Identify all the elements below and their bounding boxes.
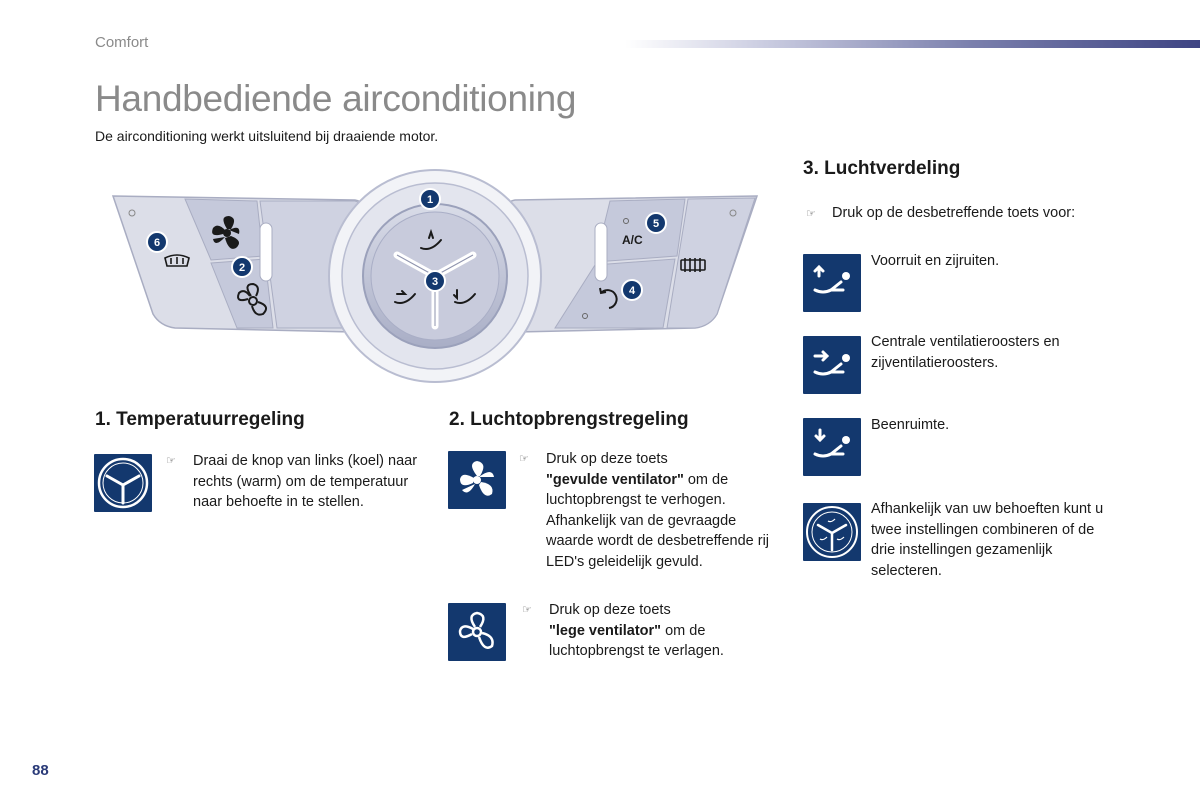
control-panel-illustration	[105, 168, 765, 386]
bullet-marker: ☞	[522, 604, 532, 616]
callout-2	[232, 257, 252, 277]
page-number: 88	[32, 762, 49, 779]
section3-item2-text: Centrale ventilatieroosters en zijventilatieroosters.	[871, 334, 1060, 371]
section2-item2-text: Druk op deze toets "lege ventilator" om de luchtopbrengst te verlagen.	[549, 602, 724, 659]
distribution-dial-icon	[803, 503, 861, 561]
svg-text:3: 3	[431, 276, 439, 288]
face-vent-icon	[803, 336, 861, 394]
fan-empty-icon	[448, 603, 506, 661]
fan-full-icon	[448, 451, 506, 509]
foot-vent-icon	[803, 418, 861, 476]
intro-text: De airconditioning werkt uitsluitend bij draaiende motor.	[95, 128, 439, 144]
section3-item1-text: Voorruit en zijruiten.	[871, 253, 1000, 269]
section1-heading: 1. Temperatuurregeling	[95, 409, 305, 430]
temperature-knob-icon	[94, 454, 152, 512]
callout-4	[622, 280, 642, 300]
callout-5	[646, 213, 666, 233]
section-label: Comfort	[95, 34, 149, 51]
header-bar	[625, 40, 1200, 48]
section3-intro: Druk op de desbetreffende toets voor:	[832, 205, 1076, 221]
svg-text:2: 2	[238, 262, 246, 274]
windscreen-vent-icon	[803, 254, 861, 312]
callout-1	[420, 189, 440, 209]
bullet-marker: ☞	[166, 455, 176, 467]
section2-item1-text: Druk op deze toets "gevulde ventilator" om de luchtopbrengst te verhogen. Afhankelijk van de gevraagde waarde wordt de desbetreffende rij LED's geleidelijk gevuld.	[546, 451, 770, 570]
svg-text:4: 4	[628, 285, 636, 297]
section2-heading: 2. Luchtopbrengstregeling	[449, 409, 689, 430]
section3-item4-text: Afhankelijk van uw behoeften kunt u twee instellingen combineren of de drie instellingen gezamenlijk selecteren.	[871, 501, 1104, 579]
bullet-marker: ☞	[519, 453, 529, 465]
page-title: Handbediende airconditioning	[95, 78, 577, 119]
section3-item3-text: Beenruimte.	[871, 417, 950, 433]
bullet-marker: ☞	[806, 208, 816, 220]
empty-fan-label: "lege ventilator"	[549, 622, 662, 639]
right-button-ac	[595, 199, 685, 262]
full-fan-label: "gevulde ventilator"	[546, 471, 684, 488]
svg-text:6: 6	[153, 237, 161, 249]
section3-heading: 3. Luchtverdeling	[803, 158, 961, 179]
ac-label: A/C	[622, 233, 643, 247]
svg-text:1: 1	[426, 194, 434, 206]
svg-text:5: 5	[652, 218, 660, 230]
section1-text: Draai de knop van links (koel) naar rechts (warm) om de temperatuur naar behoefte in te stellen.	[193, 453, 418, 510]
callout-3	[425, 271, 445, 291]
callout-6	[147, 232, 167, 252]
